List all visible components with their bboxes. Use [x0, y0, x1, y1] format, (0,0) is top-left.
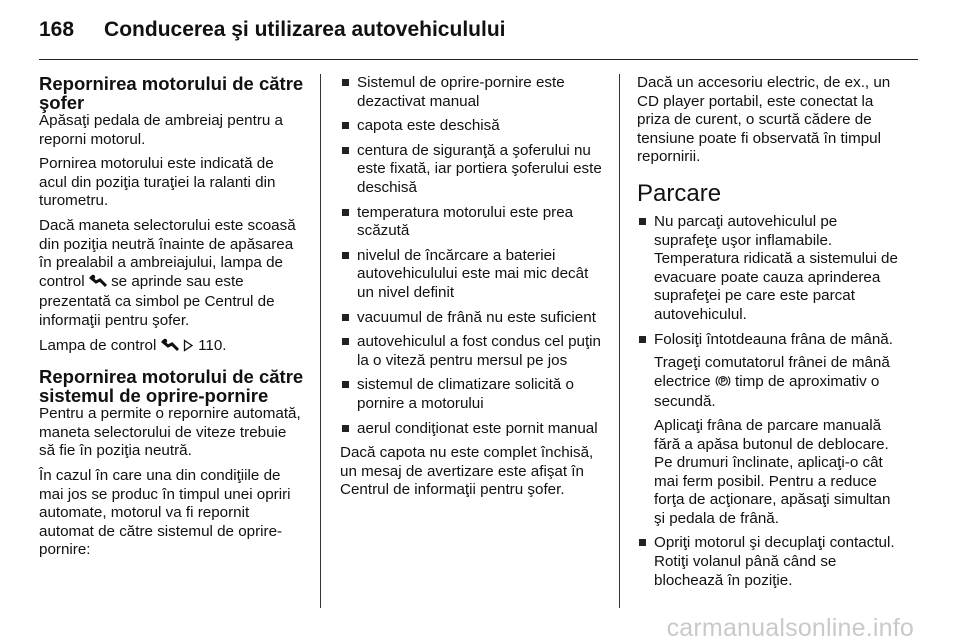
list-item: capota este deschisă: [340, 117, 606, 136]
list-item: Nu parcaţi autovehiculul pe suprafeţe uşor inflamabile. Temperatura ridicată a sistemului de evacuare poate cauza aprinderea suprafeţei pe care este parcat autovehiculul.: [637, 213, 903, 325]
electric-parking-brake-icon: [715, 374, 731, 394]
paragraph: Aplicaţi frâna de parcare manuală fără a apăsa butonul de deblocare. Pe drumuri înclinate, aplicaţi-o cât mai ferm posibil. Pentru a reduce forţa de acţionare, apăsaţi simultan şi pedala de frână.: [654, 416, 891, 527]
text-span: timp de aproximativ o secundă.: [654, 372, 880, 411]
text-span: Lampa de control: [39, 336, 157, 354]
list-item: temperatura motorului este prea scăzută: [340, 204, 606, 241]
list-item: autovehiculul a fost condus cel puţin la o viteză pentru mersul pe jos: [340, 333, 606, 370]
page-header: [39, 18, 918, 42]
list-item: centura de siguranţă a şoferului nu este fixată, iar portiera şoferului este deschisă: [340, 142, 606, 198]
engine-start-control-lamp-icon: [89, 274, 107, 294]
paragraph: Dacă un accesoriu electric, de ex., un CD player portabil, este conectat la priza de curent, o scurtă cădere de tensiune poate fi observată în timpul repornirii.: [637, 74, 891, 166]
paragraph: Apăsaţi pedala de ambreiaj pentru a reporni motorul.: [39, 112, 284, 148]
column-3: [637, 74, 903, 596]
list-item: vacuumul de frână nu este suficient: [340, 309, 606, 328]
heading-restart-by-driver: Repornirea motorului de către şofer: [39, 73, 304, 113]
column-2: [340, 74, 606, 506]
paragraph: [39, 337, 304, 358]
list-item: [637, 331, 903, 529]
chapter-title: Conducerea şi utilizarea autovehiculului: [104, 18, 506, 41]
column-divider: [320, 74, 321, 608]
heading-parking: Parcare: [637, 179, 722, 207]
paragraph: [39, 217, 304, 331]
column-1: [39, 74, 304, 566]
engine-start-control-lamp-icon: [161, 338, 179, 358]
text-span: se aprinde sau este prezentată ca simbol pe Centrul de informaţii pentru şofer.: [39, 272, 275, 329]
page-reference[interactable]: 110.: [198, 336, 227, 354]
parking-list: [637, 213, 903, 590]
text-span: Dacă maneta selectorului este scoasă din poziţia neutră înainte de apăsarea în prealabil a ambreiajului, lampa de control: [39, 216, 296, 290]
heading-restart-by-system: Repornirea motorului de către sistemul de oprire-pornire: [39, 366, 304, 407]
restart-conditions-list: [340, 74, 606, 438]
list-item: nivelul de încărcare a bateriei autovehiculului este mai mic decât un nivel definit: [340, 247, 606, 303]
list-item: aerul condiţionat este pornit manual: [340, 420, 606, 439]
paragraph: [654, 354, 903, 412]
page-reference-arrow-icon: [183, 339, 194, 358]
page-number: 168: [39, 18, 75, 41]
paragraph: În cazul în care una din condiţiile de mai jos se produc în timpul unei opriri automate, motorul va fi repornit automat de către sistemul de oprire-pornire:: [39, 466, 291, 559]
paragraph: Pornirea motorului este indicată de acul din poziţia turaţiei la ralanti din turometru.: [39, 155, 276, 210]
text-span: Trageţi comutatorul frânei de mână electrice: [654, 354, 890, 390]
watermark: carmanualsonline.info: [666, 614, 914, 642]
list-item: Opriţi motorul şi decuplaţi contactul. Rotiţi volanul până când se blochează în poziţie.: [637, 534, 903, 590]
paragraph: Pentru a permite o repornire automată, maneta selectorului de viteze trebuie să fie în poziţia neutră.: [39, 405, 301, 460]
paragraph: Folosiţi întotdeauna frâna de mână.: [654, 330, 893, 348]
list-item: sistemul de climatizare solicită o pornire a motorului: [340, 376, 606, 413]
column-divider: [619, 74, 620, 608]
list-item: Sistemul de oprire-pornire este dezactivat manual: [340, 74, 606, 111]
header-rule: [39, 59, 918, 60]
paragraph: Dacă capota nu este complet închisă, un mesaj de avertizare este afişat în Centrul de informaţii pentru şofer.: [340, 444, 594, 499]
